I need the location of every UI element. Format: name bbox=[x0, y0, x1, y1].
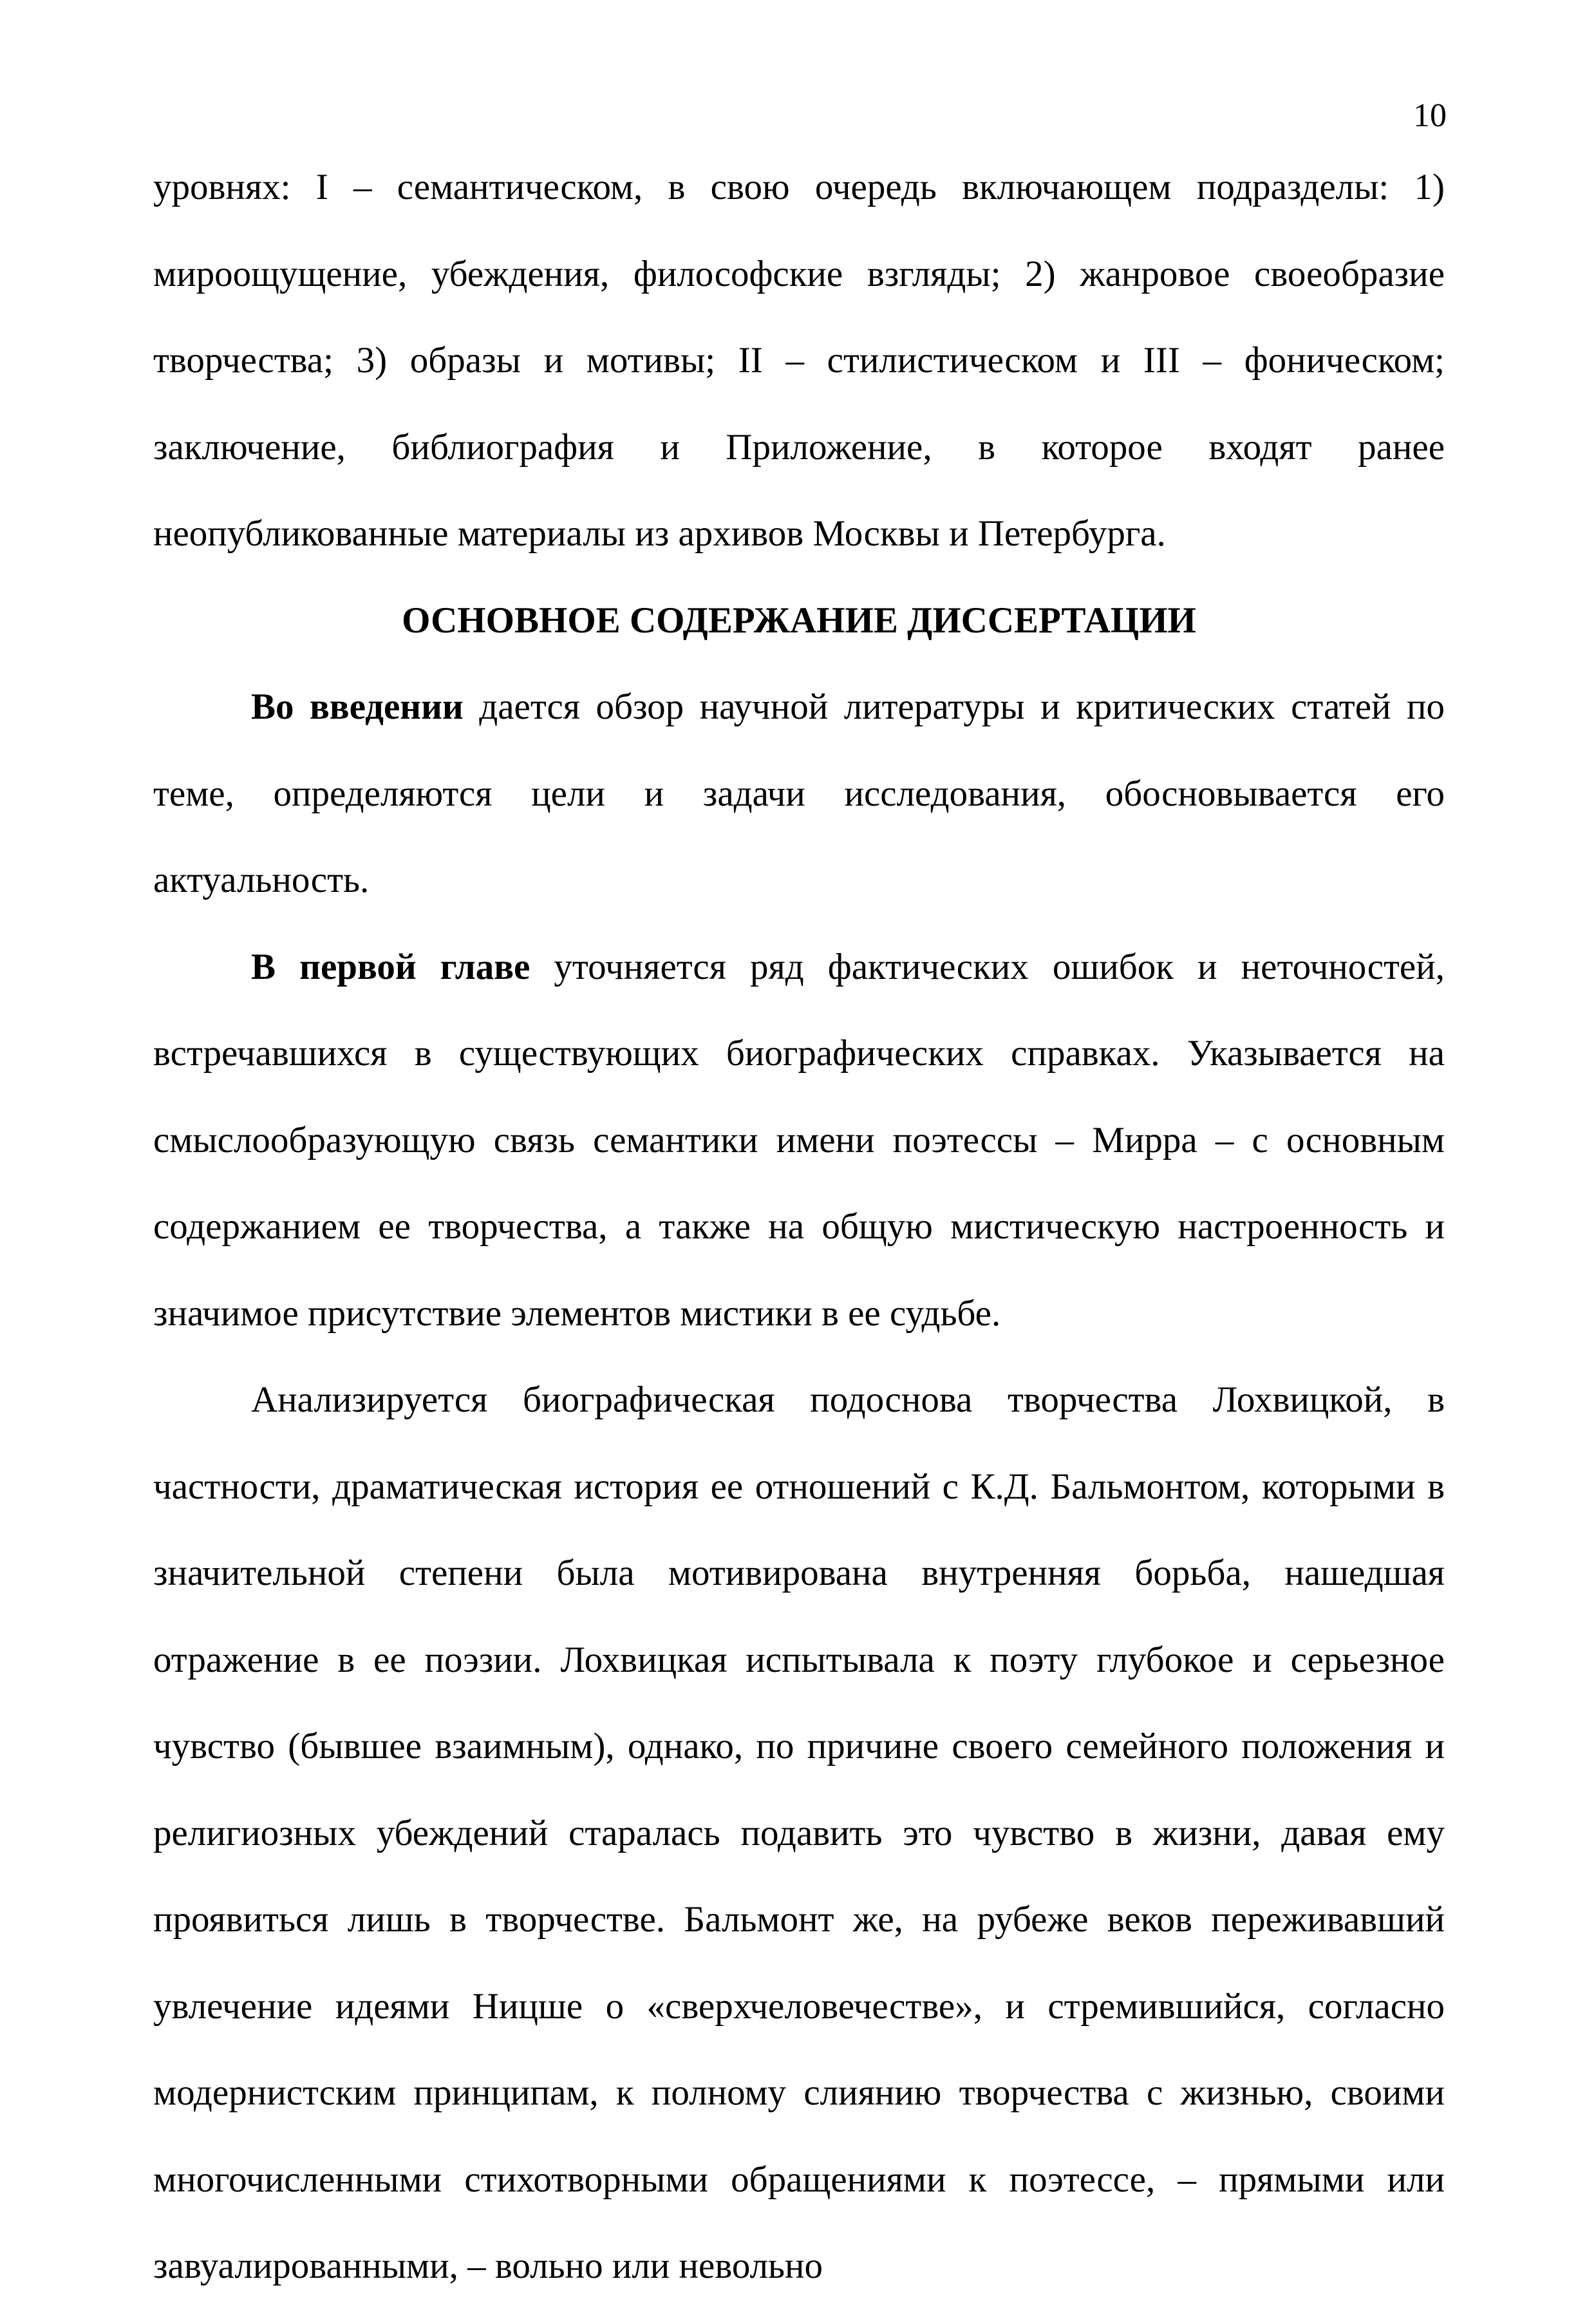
introduction-text: дается обзор научной литературы и критических статей по теме, определяются цели и задачи исследования, обосновывается его актуальность. bbox=[153, 686, 1445, 900]
paragraph-first-chapter bbox=[153, 924, 1445, 1358]
paragraph-biography-analysis: Анализируется биографическая подоснова творчества Лохвицкой, в частности, драматическая история ее отношений с К.Д. Бальмонтом, которыми в значительной степени была мотивирована внутренняя борьба, нашедшая отражение в ее поэзии. Лохвицкая испытывала к поэту глубокое и серьезное чувство (бывшее взаимным), однако, по причине своего семейного положения и религиозных убеждений старалась подавить это чувство в жизни, давая ему проявиться лишь в творчестве. Бальмонт же, на рубеже веков переживавший увлечение идеями Ницше о «сверхчеловечестве», и стремившийся, согласно модернистским принципам, к полному слиянию творчества с жизнью, своими многочисленными стихотворными обращениями к поэтессе, – прямыми или завуалированными, – вольно или невольно bbox=[153, 1379, 1445, 2286]
first-chapter-lead: В первой главе bbox=[251, 946, 530, 987]
section-heading: ОСНОВНОЕ СОДЕРЖАНИЕ ДИССЕРТАЦИИ bbox=[402, 600, 1196, 641]
paragraph-levels-continuation: уровнях: I – семантическом, в свою очередь включающем подразделы: 1) мироощущение, убеждения, философские взгляды; 2) жанровое своеобразие творчества; 3) образы и мотивы; II – стилистическом и III – фоническом; заключение, библиография и Приложение, в которое входят ранее неопубликованные материалы из архивов Москвы и Петербурга. bbox=[153, 167, 1445, 554]
document-body bbox=[153, 144, 1445, 2310]
page-number: 10 bbox=[1413, 97, 1447, 134]
paragraph-introduction bbox=[153, 664, 1445, 924]
first-chapter-text: уточняется ряд фактических ошибок и неточностей, встречавшихся в существующих биографических справках. Указывается на смыслообразующую связь семантики имени поэтессы – Мирра – с основным содержанием ее творчества, а также на общую мистическую настроенность и значимое присутствие элементов мистики в ее судьбе. bbox=[153, 946, 1445, 1334]
introduction-lead: Во введении bbox=[251, 686, 464, 727]
